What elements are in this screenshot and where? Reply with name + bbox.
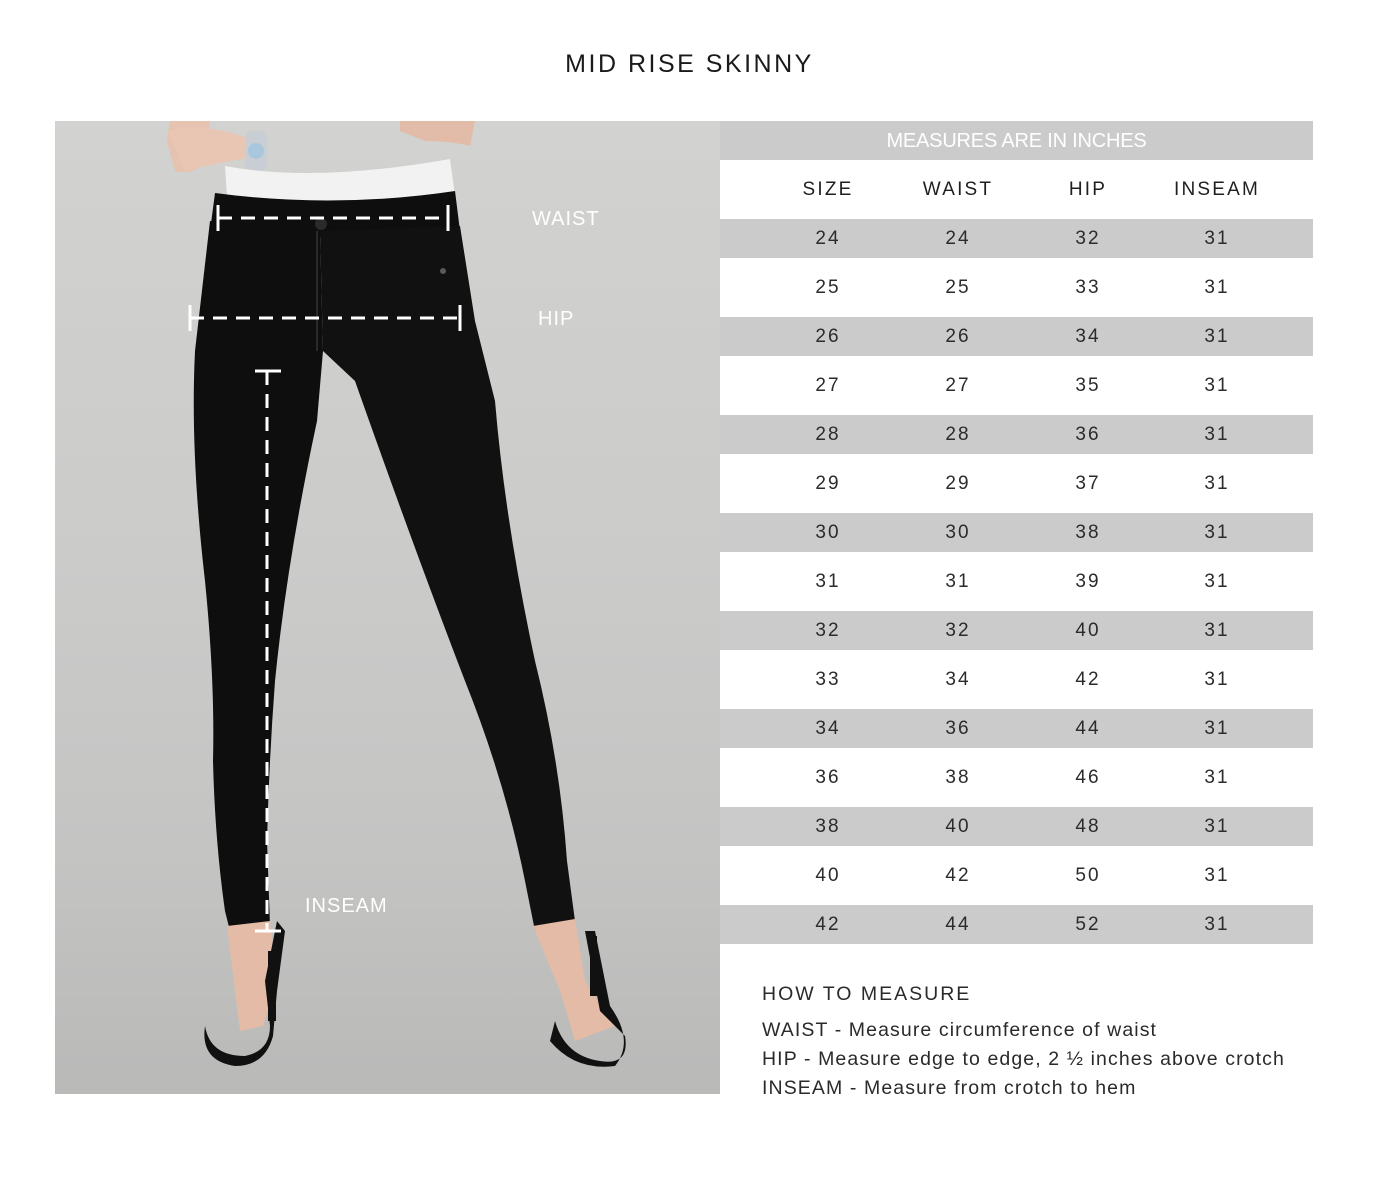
table-cell-waist: 40 — [945, 815, 971, 837]
table-cell-size: 38 — [815, 815, 841, 837]
table-cell-hip: 40 — [1075, 619, 1101, 641]
header-size: SIZE — [802, 178, 854, 200]
table-row — [720, 846, 1313, 905]
table-cell-inseam: 31 — [1204, 717, 1230, 739]
table-cell-hip: 34 — [1075, 325, 1101, 347]
table-cell-hip: 46 — [1075, 766, 1101, 788]
table-cell-size: 31 — [815, 570, 841, 592]
table-cell-waist: 24 — [945, 227, 971, 249]
table-row — [720, 258, 1313, 317]
table-cell-waist: 38 — [945, 766, 971, 788]
table-cell-hip: 32 — [1075, 227, 1101, 249]
hip-label: HIP — [538, 308, 575, 330]
table-cell-size: 29 — [815, 472, 841, 494]
waist-label: WAIST — [532, 208, 600, 230]
table-cell-inseam: 31 — [1204, 815, 1230, 837]
header-hip: HIP — [1068, 178, 1108, 200]
table-cell-inseam: 31 — [1204, 521, 1230, 543]
table-cell-inseam: 31 — [1204, 766, 1230, 788]
table-row — [720, 219, 1313, 258]
jeans-button — [315, 218, 327, 230]
heel-right — [590, 936, 597, 996]
table-cell-size: 24 — [815, 227, 841, 249]
model-illustration — [55, 121, 720, 1094]
table-cell-size: 30 — [815, 521, 841, 543]
arm-right — [400, 121, 475, 146]
how-to-title: HOW TO MEASURE — [762, 983, 972, 1005]
table-row — [720, 748, 1313, 807]
table-cell-hip: 38 — [1075, 521, 1101, 543]
table-cell-waist: 31 — [945, 570, 971, 592]
table-cell-hip: 39 — [1075, 570, 1101, 592]
header-waist: WAIST — [922, 178, 994, 200]
table-cell-hip: 37 — [1075, 472, 1101, 494]
table-cell-waist: 26 — [945, 325, 971, 347]
table-cell-size: 32 — [815, 619, 841, 641]
inseam-label: INSEAM — [305, 895, 388, 917]
table-cell-inseam: 31 — [1204, 619, 1230, 641]
table-cell-hip: 42 — [1075, 668, 1101, 690]
heel-left — [268, 951, 276, 1021]
table-row — [720, 552, 1313, 611]
table-cell-waist: 29 — [945, 472, 971, 494]
watch-face — [248, 143, 264, 159]
table-cell-inseam: 31 — [1204, 472, 1230, 494]
table-cell-size: 28 — [815, 423, 841, 445]
table-cell-size: 42 — [815, 913, 841, 935]
table-cell-waist: 28 — [945, 423, 971, 445]
table-body — [720, 219, 1313, 944]
table-cell-hip: 44 — [1075, 717, 1101, 739]
header-inseam: INSEAM — [1173, 178, 1261, 200]
table-cell-inseam: 31 — [1204, 570, 1230, 592]
table-cell-size: 26 — [815, 325, 841, 347]
table-cell-hip: 35 — [1075, 374, 1101, 396]
table-row — [720, 415, 1313, 454]
table-cell-hip: 50 — [1075, 864, 1101, 886]
table-row — [720, 454, 1313, 513]
page-title: MID RISE SKINNY — [565, 50, 814, 78]
table-cell-inseam: 31 — [1204, 374, 1230, 396]
table-cell-waist: 34 — [945, 668, 971, 690]
table-cell-inseam: 31 — [1204, 913, 1230, 935]
how-to-line-waist: WAIST - Measure circumference of waist — [762, 1019, 1158, 1041]
table-header-row — [720, 160, 1313, 219]
table-cell-hip: 33 — [1075, 276, 1101, 298]
table-row — [720, 611, 1313, 650]
table-cell-waist: 42 — [945, 864, 971, 886]
jeans-right-leg — [320, 226, 575, 931]
how-to-measure — [762, 983, 1362, 1103]
table-cell-inseam: 31 — [1204, 668, 1230, 690]
table-cell-size: 25 — [815, 276, 841, 298]
table-cell-hip: 52 — [1075, 913, 1101, 935]
table-cell-waist: 36 — [945, 717, 971, 739]
table-cell-waist: 32 — [945, 619, 971, 641]
rivet-right — [440, 268, 446, 274]
table-banner: MEASURES ARE IN INCHES — [720, 121, 1313, 160]
table-row — [720, 650, 1313, 709]
table-cell-inseam: 31 — [1204, 864, 1230, 886]
how-to-line-hip: HIP - Measure edge to edge, 2 ½ inches above crotch — [762, 1048, 1285, 1070]
product-photo — [55, 121, 720, 1094]
table-row — [720, 807, 1313, 846]
table-cell-inseam: 31 — [1204, 227, 1230, 249]
table-cell-inseam: 31 — [1204, 325, 1230, 347]
table-cell-size: 27 — [815, 374, 841, 396]
table-cell-size: 40 — [815, 864, 841, 886]
table-row — [720, 317, 1313, 356]
table-row — [720, 709, 1313, 748]
table-cell-size: 34 — [815, 717, 841, 739]
how-to-line-inseam: INSEAM - Measure from crotch to hem — [762, 1077, 1137, 1099]
table-cell-waist: 25 — [945, 276, 971, 298]
table-cell-hip: 36 — [1075, 423, 1101, 445]
table-row — [720, 905, 1313, 944]
table-cell-waist: 44 — [945, 913, 971, 935]
table-cell-inseam: 31 — [1204, 276, 1230, 298]
table-cell-size: 36 — [815, 766, 841, 788]
table-cell-inseam: 31 — [1204, 423, 1230, 445]
table-row — [720, 356, 1313, 415]
table-row — [720, 513, 1313, 552]
table-cell-size: 33 — [815, 668, 841, 690]
table-cell-waist: 27 — [945, 374, 971, 396]
jeans-left-leg — [194, 221, 323, 931]
table-cell-hip: 48 — [1075, 815, 1101, 837]
table-cell-waist: 30 — [945, 521, 971, 543]
size-table — [720, 121, 1313, 944]
